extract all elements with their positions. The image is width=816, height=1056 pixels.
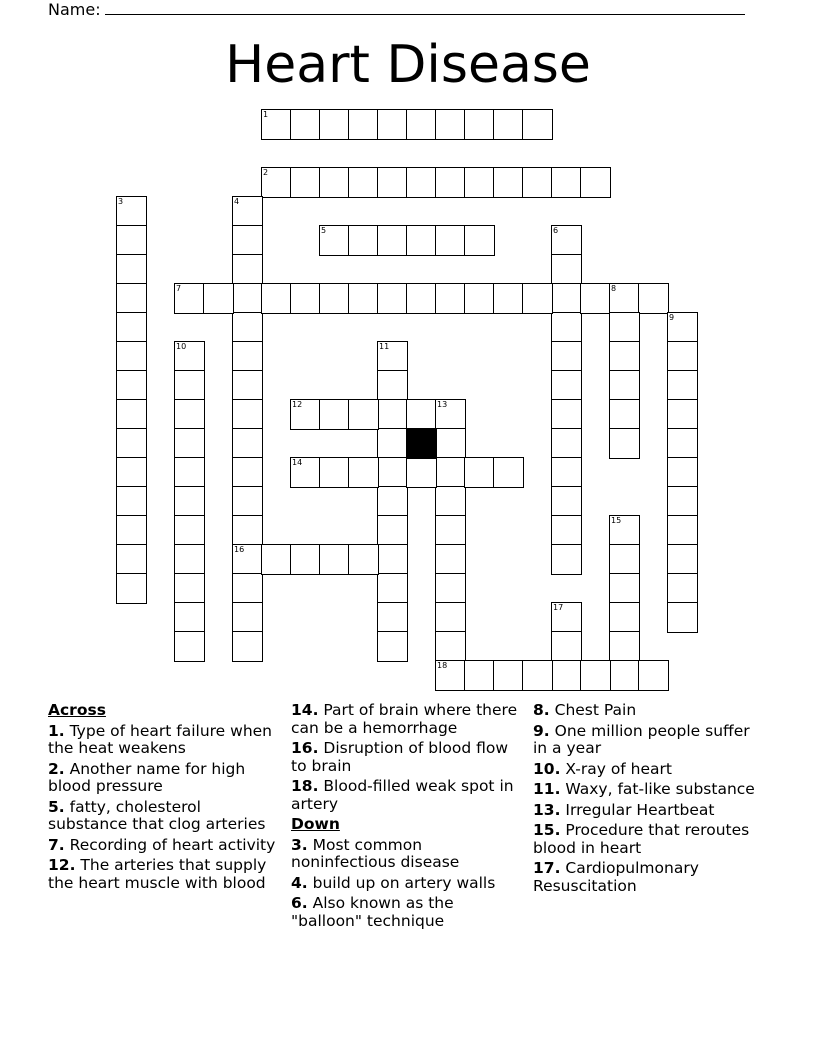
grid-cell[interactable]: [261, 544, 292, 575]
grid-cell[interactable]: [551, 370, 582, 401]
grid-cell[interactable]: [435, 399, 466, 430]
grid-cell[interactable]: [174, 341, 205, 372]
grid-cell[interactable]: [667, 515, 698, 546]
grid-cell[interactable]: [609, 399, 640, 430]
grid-cell[interactable]: [667, 573, 698, 604]
grid-cell[interactable]: [174, 399, 205, 430]
grid-cell[interactable]: [435, 283, 466, 314]
grid-cell[interactable]: [232, 457, 263, 488]
grid-cell[interactable]: [609, 283, 640, 314]
grid-cell[interactable]: [551, 486, 582, 517]
grid-cell[interactable]: [319, 399, 350, 430]
grid-cell[interactable]: [406, 283, 437, 314]
clue-number: 4: [234, 197, 240, 206]
clue-text: Waxy, fat-like substance: [565, 780, 755, 798]
grid-cell[interactable]: [609, 573, 640, 604]
grid-cell[interactable]: [551, 254, 582, 285]
grid-cell[interactable]: [406, 457, 437, 488]
clue-text: Most common noninfectious disease: [291, 835, 460, 871]
grid-cell[interactable]: [174, 486, 205, 517]
grid-cell[interactable]: [522, 167, 553, 198]
clue-text: Cardiopulmonary Resuscitation: [533, 859, 699, 895]
grid-cell[interactable]: [435, 660, 466, 691]
grid-cell[interactable]: [174, 631, 205, 662]
grid-cell[interactable]: [667, 341, 698, 372]
grid-cell[interactable]: [232, 341, 263, 372]
grid-cell[interactable]: [638, 660, 669, 691]
grid-cell[interactable]: [203, 283, 234, 314]
clue: [533, 761, 767, 779]
clue-text: Part of brain where there can be a hemorrhage: [291, 701, 518, 737]
grid-cell[interactable]: [319, 167, 350, 198]
clue-number: 16.: [291, 739, 319, 757]
grid-cell[interactable]: [580, 283, 611, 314]
grid-cell[interactable]: [261, 283, 292, 314]
grid-cell[interactable]: [435, 573, 466, 604]
grid-cell[interactable]: [116, 544, 147, 575]
clue-text: Irregular Heartbeat: [565, 800, 715, 819]
grid-cell[interactable]: [464, 457, 495, 488]
grid-cell[interactable]: [435, 109, 466, 140]
grid-cell[interactable]: [580, 660, 611, 691]
grid-cell[interactable]: [493, 167, 524, 198]
clue-number: 9.: [533, 721, 550, 740]
clue-number: 12: [292, 400, 303, 409]
grid-cell[interactable]: [348, 225, 379, 256]
grid-cell[interactable]: [609, 312, 640, 343]
page-title: Heart Disease: [225, 35, 591, 95]
grid-cell[interactable]: [551, 399, 582, 430]
across-clue-list-continued: [291, 702, 525, 813]
clue-text: Another name for high blood pressure: [48, 759, 246, 795]
grid-cell[interactable]: [348, 457, 379, 488]
grid-cell[interactable]: [609, 515, 640, 546]
clue-number: 9: [669, 313, 675, 322]
grid-cell[interactable]: [551, 312, 582, 343]
clue-number: 7.: [48, 835, 65, 854]
grid-cell[interactable]: [551, 515, 582, 546]
clue-number: 17: [553, 603, 564, 612]
grid-cell[interactable]: [116, 254, 147, 285]
grid-cell[interactable]: [638, 283, 669, 314]
clue-number: 13: [437, 400, 448, 409]
grid-cell[interactable]: [319, 225, 350, 256]
clue-number: 6: [553, 226, 559, 235]
clue-number: 10: [176, 342, 187, 351]
grid-cell[interactable]: [435, 631, 466, 662]
grid-cell[interactable]: [551, 283, 582, 314]
grid-cell[interactable]: [435, 428, 466, 459]
grid-cell[interactable]: [319, 457, 350, 488]
grid-cell[interactable]: [348, 544, 379, 575]
clue-number: 1.: [48, 721, 65, 740]
grid-cell[interactable]: [551, 457, 582, 488]
grid-cell[interactable]: [377, 225, 408, 256]
grid-cell[interactable]: [435, 515, 466, 546]
grid-cell[interactable]: [116, 196, 147, 227]
clue: [291, 895, 525, 930]
grid-cell[interactable]: [667, 370, 698, 401]
clue-number: 1: [263, 110, 269, 119]
clues-column-1: [48, 702, 282, 895]
clue-number: 8.: [533, 701, 550, 719]
grid-cell[interactable]: [174, 515, 205, 546]
clue-text: One million people suffer in a year: [533, 721, 750, 757]
clue: [291, 875, 525, 893]
clue-number: 3: [118, 197, 124, 206]
grid-cell[interactable]: [609, 602, 640, 633]
grid-cell[interactable]: [551, 167, 582, 198]
clue-number: 15.: [533, 821, 561, 839]
clue-text: Chest Pain: [554, 701, 637, 719]
grid-cell[interactable]: [232, 312, 263, 343]
grid-cell[interactable]: [551, 660, 582, 691]
grid-cell[interactable]: [174, 573, 205, 604]
grid-cell[interactable]: [667, 428, 698, 459]
grid-cell[interactable]: [609, 341, 640, 372]
grid-cell[interactable]: [609, 660, 640, 691]
clue-text: Type of heart failure when the heat weakens: [48, 721, 273, 757]
down-clue-list-continued: [533, 702, 767, 895]
grid-cell[interactable]: [377, 109, 408, 140]
grid-cell[interactable]: [493, 109, 524, 140]
grid-cell[interactable]: [232, 283, 263, 314]
grid-cell[interactable]: [435, 602, 466, 633]
grid-cell[interactable]: [667, 457, 698, 488]
clue-text: X-ray of heart: [565, 759, 672, 778]
clue-text: Also known as the "balloon" technique: [291, 894, 454, 930]
clue-number: 11.: [533, 780, 561, 798]
grid-cell[interactable]: [551, 341, 582, 372]
grid-cell[interactable]: [522, 109, 553, 140]
clue: [533, 860, 767, 895]
grid-cell[interactable]: [116, 341, 147, 372]
grid-cell[interactable]: [377, 602, 408, 633]
grid-cell[interactable]: [232, 544, 263, 575]
grid-cell[interactable]: [464, 660, 495, 691]
grid-cell[interactable]: [232, 399, 263, 430]
clue-number: 11: [379, 342, 390, 351]
clue-text: Blood-filled weak spot in artery: [291, 777, 514, 813]
grid-cell[interactable]: [232, 428, 263, 459]
grid-cell[interactable]: [116, 573, 147, 604]
clue: [533, 822, 767, 857]
grid-cell[interactable]: [551, 631, 582, 662]
grid-cell[interactable]: [377, 573, 408, 604]
grid-cell[interactable]: [493, 283, 524, 314]
grid-cell[interactable]: [348, 399, 379, 430]
grid-cell[interactable]: [377, 486, 408, 517]
grid-cell[interactable]: [116, 399, 147, 430]
grid-cell[interactable]: [348, 283, 379, 314]
grid-cell[interactable]: [116, 225, 147, 256]
grid-cell[interactable]: [174, 602, 205, 633]
grid-cell[interactable]: [232, 515, 263, 546]
clue-number: 18.: [291, 777, 319, 795]
clue: [291, 702, 525, 737]
grid-cell[interactable]: [464, 167, 495, 198]
clue-number: 2: [263, 168, 269, 177]
grid-cell[interactable]: [551, 602, 582, 633]
grid-cell[interactable]: [290, 399, 321, 430]
grid-cell[interactable]: [522, 660, 553, 691]
clue: [48, 799, 282, 834]
grid-cell[interactable]: [319, 109, 350, 140]
grid-cell[interactable]: [377, 457, 408, 488]
grid-cell[interactable]: [406, 167, 437, 198]
clue-number: 15: [611, 516, 622, 525]
clue-number: 8: [611, 284, 617, 293]
grid-cell[interactable]: [232, 225, 263, 256]
across-heading: Across: [48, 701, 106, 719]
clue: [533, 781, 767, 799]
grid-cell[interactable]: [435, 167, 466, 198]
clue: [533, 702, 767, 720]
grid-cell[interactable]: [174, 544, 205, 575]
grid-cell[interactable]: [232, 254, 263, 285]
grid-cell[interactable]: [522, 283, 553, 314]
grid-cell[interactable]: [580, 167, 611, 198]
grid-cell[interactable]: [464, 283, 495, 314]
grid-cell[interactable]: [551, 225, 582, 256]
grid-cell[interactable]: [290, 457, 321, 488]
grid-cell[interactable]: [377, 428, 408, 459]
grid-cell[interactable]: [667, 544, 698, 575]
grid-cell[interactable]: [377, 341, 408, 372]
grid-cell[interactable]: [609, 428, 640, 459]
clue: [533, 723, 767, 758]
clue-number: 16: [234, 545, 245, 554]
grid-cell[interactable]: [667, 602, 698, 633]
clue: [533, 802, 767, 820]
grid-cell[interactable]: [377, 283, 408, 314]
clue: [48, 857, 282, 892]
grid-cell[interactable]: [609, 631, 640, 662]
clue-text: Procedure that reroutes blood in heart: [533, 821, 750, 857]
clue: [48, 837, 282, 855]
grid-cell[interactable]: [116, 370, 147, 401]
grid-cell[interactable]: [464, 109, 495, 140]
clue-number: 17.: [533, 859, 561, 877]
clue-number: 18: [437, 661, 448, 670]
clue-number: 4.: [291, 873, 308, 892]
grid-cell[interactable]: [174, 457, 205, 488]
clue-text: Recording of heart activity: [69, 835, 276, 854]
grid-cell[interactable]: [435, 457, 466, 488]
grid-cell[interactable]: [551, 544, 582, 575]
grid-cell[interactable]: [232, 196, 263, 227]
clue-number: 7: [176, 284, 182, 293]
grid-cell[interactable]: [116, 457, 147, 488]
clue-number: 10.: [533, 759, 561, 778]
grid-cell[interactable]: [232, 573, 263, 604]
grid-cell[interactable]: [348, 109, 379, 140]
grid-cell[interactable]: [667, 486, 698, 517]
clue-number: 2.: [48, 759, 65, 778]
grid-cell[interactable]: [348, 167, 379, 198]
clue-text: Disruption of blood flow to brain: [291, 739, 509, 775]
clue-text: build up on artery walls: [312, 873, 496, 892]
clue-text: The arteries that supply the heart muscle with blood: [48, 856, 267, 892]
grid-cell[interactable]: [377, 370, 408, 401]
grid-cell[interactable]: [116, 428, 147, 459]
grid-cell[interactable]: [667, 312, 698, 343]
clue-number: 5.: [48, 797, 65, 816]
grid-cell[interactable]: [667, 399, 698, 430]
across-clue-list: [48, 723, 282, 893]
grid-cell[interactable]: [290, 544, 321, 575]
grid-cell[interactable]: [377, 515, 408, 546]
clues-column-3: [533, 702, 767, 898]
down-heading: Down: [291, 815, 340, 833]
down-clue-list: [291, 837, 525, 931]
clue: [291, 740, 525, 775]
grid-cell[interactable]: [406, 225, 437, 256]
clue-number: 14.: [291, 701, 319, 719]
clue-number: 13.: [533, 800, 561, 819]
grid-cell[interactable]: [377, 167, 408, 198]
grid-cell[interactable]: [116, 486, 147, 517]
grid-cell[interactable]: [377, 399, 408, 430]
grid-cell[interactable]: [435, 225, 466, 256]
clue-number: 12.: [48, 856, 76, 874]
grid-cell[interactable]: [551, 428, 582, 459]
grid-cell[interactable]: [116, 283, 147, 314]
grid-cell[interactable]: [493, 660, 524, 691]
clue-number: 14: [292, 458, 303, 467]
clue-number: 6.: [291, 894, 308, 912]
grid-cell[interactable]: [232, 602, 263, 633]
grid-cell[interactable]: [435, 486, 466, 517]
clues-column-2: [291, 702, 525, 933]
grid-cell[interactable]: [261, 109, 292, 140]
clue: [291, 837, 525, 872]
grid-cell[interactable]: [377, 631, 408, 662]
clue-number: 5: [321, 226, 327, 235]
name-label: Name:: [48, 0, 101, 19]
grid-cell[interactable]: [116, 515, 147, 546]
grid-cell[interactable]: [261, 167, 292, 198]
grid-cell[interactable]: [232, 370, 263, 401]
grid-cell[interactable]: [174, 428, 205, 459]
grid-cell[interactable]: [232, 486, 263, 517]
grid-cell[interactable]: [406, 109, 437, 140]
grid-cell[interactable]: [493, 457, 524, 488]
grid-cell[interactable]: [290, 109, 321, 140]
grid-cell[interactable]: [406, 399, 437, 430]
grid-cell[interactable]: [174, 283, 205, 314]
clue-number: 3.: [291, 835, 308, 854]
clue-text: fatty, cholesterol substance that clog arteries: [48, 797, 266, 833]
grid-cell[interactable]: [464, 225, 495, 256]
grid-cell[interactable]: [609, 544, 640, 575]
grid-cell[interactable]: [609, 370, 640, 401]
clue: [291, 778, 525, 813]
grid-cell[interactable]: [435, 544, 466, 575]
grid-cell[interactable]: [290, 167, 321, 198]
black-square: [406, 428, 437, 459]
grid-cell[interactable]: [232, 631, 263, 662]
grid-cell[interactable]: [174, 370, 205, 401]
clue: [48, 761, 282, 796]
grid-cell[interactable]: [319, 544, 350, 575]
clue: [48, 723, 282, 758]
grid-cell[interactable]: [116, 312, 147, 343]
grid-cell[interactable]: [319, 283, 350, 314]
grid-cell[interactable]: [290, 283, 321, 314]
grid-cell[interactable]: [377, 544, 408, 575]
